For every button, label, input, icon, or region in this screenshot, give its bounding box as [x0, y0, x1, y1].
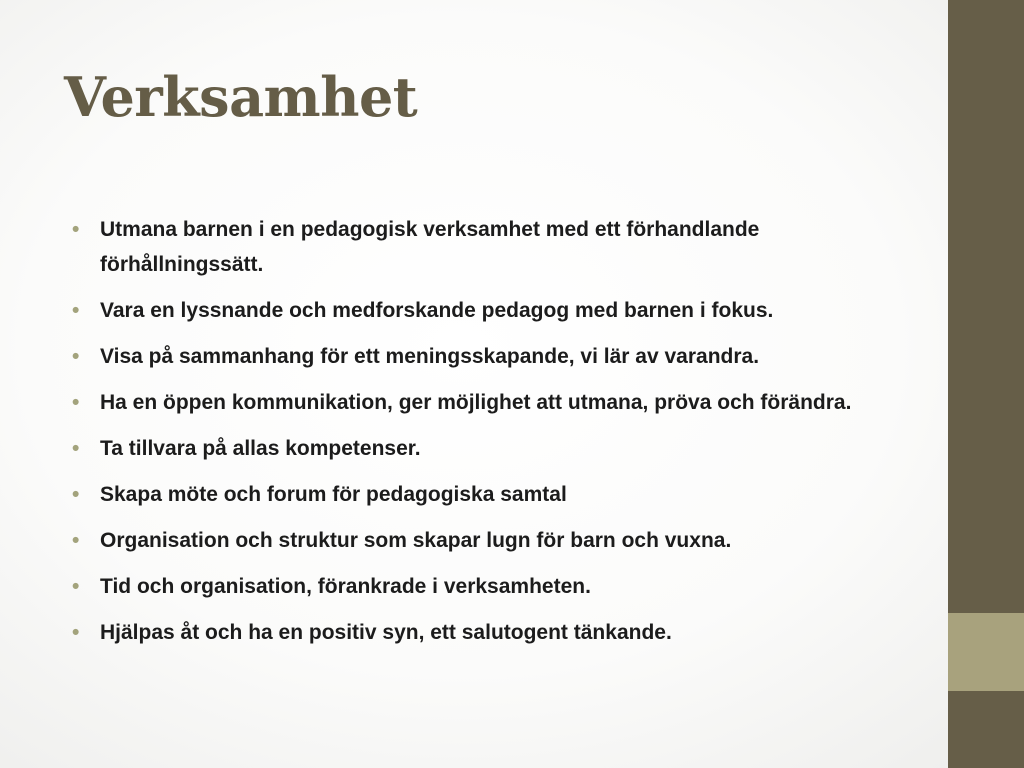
bullet-dot-icon: •: [72, 575, 80, 598]
side-decoration-bar: [948, 0, 1024, 768]
bullet-list: [72, 212, 912, 661]
bullet-item: [72, 431, 912, 466]
bullet-text: Visa på sammanhang för ett meningsskapande, vi lär av varandra.: [100, 345, 760, 368]
bullet-dot-icon: •: [72, 483, 80, 506]
side-bar-dark-block-bottom: [948, 691, 1024, 768]
bullet-item: [72, 569, 912, 604]
bullet-dot-icon: •: [72, 529, 80, 552]
bullet-text: Utmana barnen i en pedagogisk verksamhet med ett förhandlande förhållningssätt.: [100, 218, 760, 276]
bullet-text: Organisation och struktur som skapar lugn för barn och vuxna.: [100, 529, 732, 552]
bullet-text: Hjälpas åt och ha en positiv syn, ett salutogent tänkande.: [100, 621, 672, 644]
bullet-item: [72, 477, 912, 512]
bullet-text: Vara en lyssnande och medforskande pedagog med barnen i fokus.: [100, 299, 774, 322]
bullet-item: [72, 212, 912, 282]
bullet-dot-icon: •: [72, 218, 80, 241]
side-bar-light-block: [948, 613, 1024, 691]
bullet-text: Skapa möte och forum för pedagogiska samtal: [100, 483, 567, 506]
bullet-dot-icon: •: [72, 621, 80, 644]
bullet-text: Tid och organisation, förankrade i verksamheten.: [100, 575, 591, 598]
side-bar-dark-block: [948, 0, 1024, 613]
bullet-item: [72, 523, 912, 558]
bullet-item: [72, 615, 912, 650]
bullet-text: Ta tillvara på allas kompetenser.: [100, 437, 421, 460]
bullet-item: [72, 385, 912, 420]
bullet-dot-icon: •: [72, 345, 80, 368]
bullet-dot-icon: •: [72, 391, 80, 414]
bullet-dot-icon: •: [72, 299, 80, 322]
bullet-text: Ha en öppen kommunikation, ger möjlighet att utmana, pröva och förändra.: [100, 391, 852, 414]
bullet-item: [72, 293, 912, 328]
slide-title: Verksamhet: [64, 65, 418, 129]
bullet-item: [72, 339, 912, 374]
bullet-dot-icon: •: [72, 437, 80, 460]
